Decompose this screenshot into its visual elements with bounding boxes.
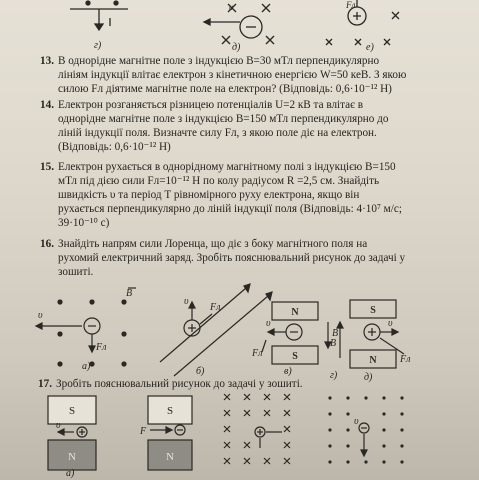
fig16-v-magnet-s: S <box>292 351 298 362</box>
figure-16 <box>0 282 479 382</box>
fig17-dot-field <box>328 396 403 463</box>
problem-number: 17. <box>38 378 52 390</box>
problem-line: зошиті. <box>58 266 94 278</box>
fig16-label-a: а) <box>82 361 91 372</box>
fig17-cross-field <box>224 394 290 464</box>
problem-line: Зробіть пояснювальний рисунок до задачі у зошиті. <box>56 378 303 390</box>
fig17-b-magnet-s: S <box>166 405 174 417</box>
fig17-label-a: а) <box>66 468 75 479</box>
fig16-a <box>36 288 136 366</box>
fig-label-e-top: е) <box>366 42 374 53</box>
problem-number: 16. <box>40 238 54 250</box>
fig16-v-v-label: υ <box>266 318 271 329</box>
fig16-g-B-label: B <box>330 338 337 349</box>
problem-line: Електрон рухається в однорідному магнітному полі з індукцією B=150 <box>58 161 396 173</box>
fig16-b-v-label: υ <box>184 296 189 307</box>
fig16-g-magnet-n: N <box>369 355 377 366</box>
fig17-dot-v-label: υ <box>354 416 359 427</box>
fig-label-g-top: г) <box>94 40 102 51</box>
problem-line: В однорідне магнітне поле з індукцією B=30 мТл перпендикулярно <box>58 55 380 67</box>
fig16-v-magnet-n: N <box>291 307 299 318</box>
fig17-a-v-label: υ <box>56 420 61 431</box>
svg-text:Fл: Fл <box>346 0 356 10</box>
fig17-a-magnet-n: N <box>68 451 76 463</box>
problem-line: рухомий електричний заряд. Зробіть пояснювальний рисунок до задачі у <box>58 252 406 264</box>
problem-line: мТл під дією сили Fл=10⁻¹² Н по колу радіусом R =2,5 см. Знайдіть <box>58 175 380 187</box>
problem-number: 13. <box>40 55 54 67</box>
fig16-label-b: б) <box>196 366 205 377</box>
fig16-b-F-label: Fл <box>210 302 221 313</box>
fig16-g-magnet-s: S <box>370 305 376 316</box>
fig16-a-F-label: Fл <box>96 342 107 353</box>
fig17-b-magnet-n: N <box>166 451 174 463</box>
svg-text:υ: υ <box>229 2 234 12</box>
problem-number: 14. <box>40 99 54 111</box>
fig16-label-v: в) <box>284 366 292 377</box>
fig-label-d-top: д) <box>232 42 241 53</box>
problem-line: силою Fл діятиме магнітне поле на електрон? (Відповідь: 0,6·10⁻¹² Н) <box>58 83 392 95</box>
fig17-b-F-label: F <box>140 426 147 437</box>
fig16-label-d: д) <box>364 372 373 383</box>
problem-line: однорідне магнітне поле з індукцією B=150 мТл перпендикулярно до <box>58 113 389 125</box>
problem-line: швидкість υ та період T рівномірного руху електрона, якщо він <box>58 189 360 201</box>
fig16-v-F-label: Fл <box>252 348 263 359</box>
fig16-g-F-label: Fл <box>400 354 411 365</box>
fig16-a-B-label: B <box>126 288 133 299</box>
problem-line: Електрон розганяється різницею потенціалів U=2 кВ та влітає в <box>58 99 364 111</box>
fig17-a-magnet-s: S <box>68 405 76 417</box>
problem-number: 15. <box>40 161 54 173</box>
problem-line: рухається перпендикулярно до ліній індукції поля (Відповідь: 4·10⁷ м/с; <box>58 203 402 215</box>
fig16-g-v-label: υ <box>388 318 393 329</box>
problem-line: Знайдіть напрям сили Лоренца, що діє з боку магнітного поля на <box>58 238 368 250</box>
problem-line: 39·10⁻¹⁰ с) <box>58 217 110 229</box>
problem-line: лініям індукції влітає електрон з кінетичною енергією W=50 кеВ. З якою <box>58 69 407 81</box>
fig16-b <box>160 284 272 376</box>
problem-line: ліній індукції поля. Визначте силу Fл, з якою поле діє на електрон. <box>58 127 377 139</box>
problem-line: (Відповідь: 0,6·10⁻¹² Н) <box>58 141 171 153</box>
fig16-v-B-label: B <box>332 328 339 339</box>
fig16-label-g: г) <box>330 370 338 381</box>
figure-17 <box>0 392 479 480</box>
fig16-a-v-label: υ <box>38 310 43 321</box>
